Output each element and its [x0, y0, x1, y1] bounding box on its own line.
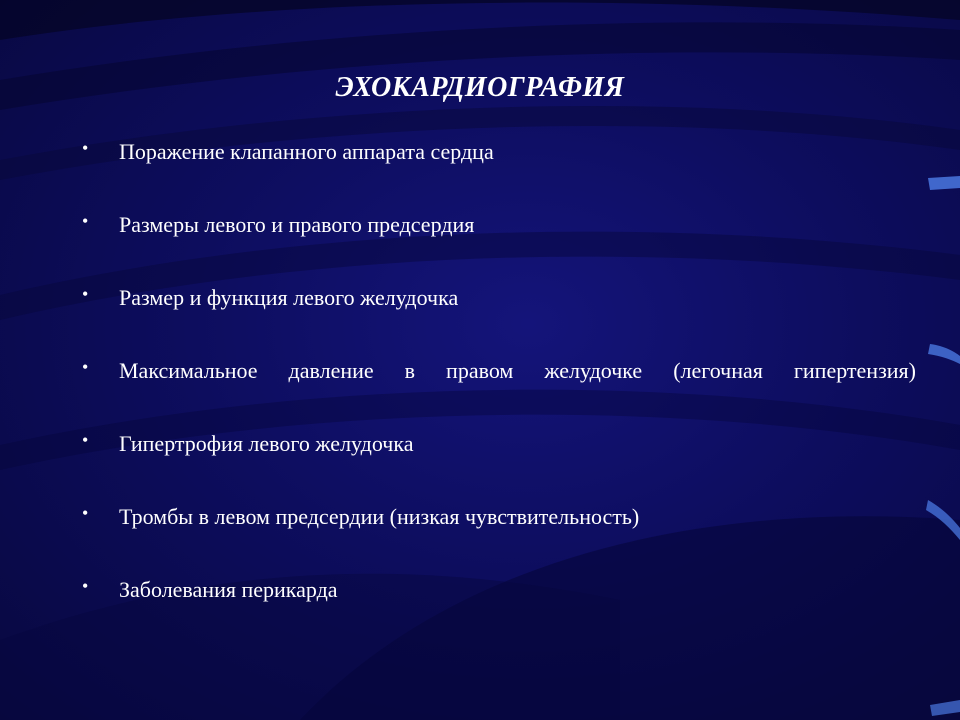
- bullet-text: Тромбы в левом предсердии (низкая чувствительность): [119, 504, 640, 529]
- list-item: [82, 205, 932, 278]
- bullet-dot-icon: •: [82, 503, 89, 523]
- list-item: [82, 570, 932, 643]
- list-item: [82, 278, 932, 351]
- list-item: [82, 132, 932, 205]
- bullet-dot-icon: •: [82, 357, 89, 377]
- bullet-dot-icon: •: [82, 211, 89, 231]
- bullet-text: Размер и функция левого желудочка: [119, 285, 459, 310]
- bullet-text: Гипертрофия левого желудочка: [119, 431, 414, 456]
- bullet-text: Заболевания перикарда: [119, 577, 338, 602]
- bullet-dot-icon: •: [82, 430, 89, 450]
- list-item: [82, 351, 932, 424]
- bullet-text: Максимальное давление в правом желудочке (легочная гипертензия): [119, 358, 916, 383]
- bullet-dot-icon: •: [82, 576, 89, 596]
- bullet-text: Поражение клапанного аппарата сердца: [119, 139, 494, 164]
- bullet-dot-icon: •: [82, 138, 89, 158]
- bullet-dot-icon: •: [82, 284, 89, 304]
- bullet-list: [82, 132, 932, 643]
- list-item: [82, 497, 932, 570]
- bullet-text: Размеры левого и правого предсердия: [119, 212, 475, 237]
- slide-title: ЭХОКАРДИОГРАФИЯ: [335, 72, 625, 103]
- list-item: [82, 424, 932, 497]
